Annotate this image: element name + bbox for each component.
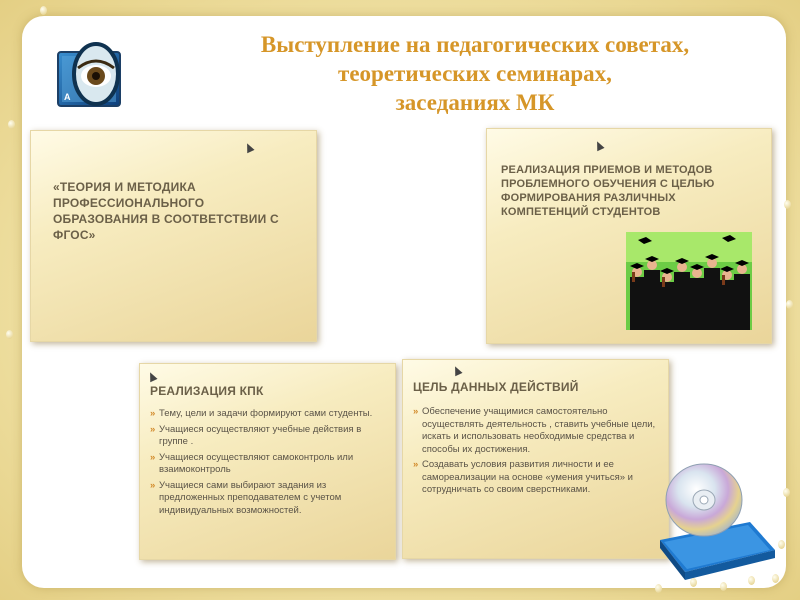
decorative-droplet bbox=[778, 540, 785, 549]
title-line-1: Выступление на педагогических советах, bbox=[260, 32, 690, 57]
decorative-droplet bbox=[720, 582, 727, 591]
decorative-droplet bbox=[690, 578, 697, 587]
slide-1-heading: «ТЕОРИЯ И МЕТОДИКА ПРОФЕССИОНАЛЬНОГО ОБРАЗОВАНИЯ В СООТВЕТСТВИИ С ФГОС» bbox=[53, 180, 279, 242]
list-item: » Обеспечение учащимися самостоятельно осуществлять деятельность , ставить учебные цели, искать и использовать необходимые средства и способы их достижения. bbox=[413, 406, 657, 456]
slide-thumbnail-1 bbox=[30, 130, 317, 342]
page-title bbox=[170, 30, 780, 117]
slide-4-bullet-list bbox=[413, 406, 657, 500]
decorative-droplet bbox=[786, 300, 793, 309]
decorative-droplet bbox=[784, 200, 791, 209]
slide-4-heading: ЦЕЛЬ ДАННЫХ ДЕЙСТВИЙ bbox=[413, 380, 579, 394]
decorative-droplet bbox=[6, 330, 13, 339]
slide-3-heading: РЕАЛИЗАЦИЯ КПК bbox=[150, 384, 264, 398]
mouse-cursor-icon bbox=[593, 140, 604, 152]
eye-logo-icon bbox=[50, 38, 128, 108]
cd-disc-icon bbox=[660, 460, 750, 542]
title-line-3: заседаниях МК bbox=[395, 90, 555, 115]
list-item: » Учащиеся осуществляют самоконтроль или взаимоконтроль bbox=[150, 452, 388, 477]
list-item: » Учащиеся осуществляют учебные действия в группе . bbox=[150, 424, 388, 449]
graduates-photo bbox=[626, 232, 752, 330]
decorative-droplet bbox=[8, 120, 15, 129]
mouse-cursor-icon bbox=[451, 365, 462, 377]
title-line-2: теоретических семинарах, bbox=[338, 61, 612, 86]
svg-text:A: A bbox=[64, 92, 71, 102]
list-item: » Создавать условия развития личности и ее самореализации на основе «умения учиться» и сотрудничать со своим сверстниками. bbox=[413, 459, 657, 497]
slide-3-bullet-list bbox=[150, 408, 388, 520]
decorative-droplet bbox=[748, 576, 755, 585]
mouse-cursor-icon bbox=[146, 371, 157, 383]
decorative-droplet bbox=[772, 574, 779, 583]
list-item: » Тему, цели и задачи формируют сами студенты. bbox=[150, 408, 388, 421]
mouse-cursor-icon bbox=[243, 142, 254, 154]
slide-thumbnail-4 bbox=[402, 359, 669, 559]
slide-2-heading: РЕАЛИЗАЦИЯ ПРИЕМОВ И МЕТОДОВ ПРОБЛЕМНОГО ОБУЧЕНИЯ С ЦЕЛЬЮ ФОРМИРОВАНИЯ РАЗЛИЧНЫХ КОМПЕТЕНЦИЙ СТУДЕНТОВ bbox=[501, 164, 715, 218]
decorative-droplet bbox=[40, 6, 47, 15]
slide-thumbnail-3 bbox=[139, 363, 396, 560]
list-item: » Учащиеся сами выбирают задания из предложенных преподавателем с учетом индивидуальных возможностей. bbox=[150, 480, 388, 518]
decorative-droplet bbox=[655, 584, 662, 593]
decorative-droplet bbox=[783, 488, 790, 497]
